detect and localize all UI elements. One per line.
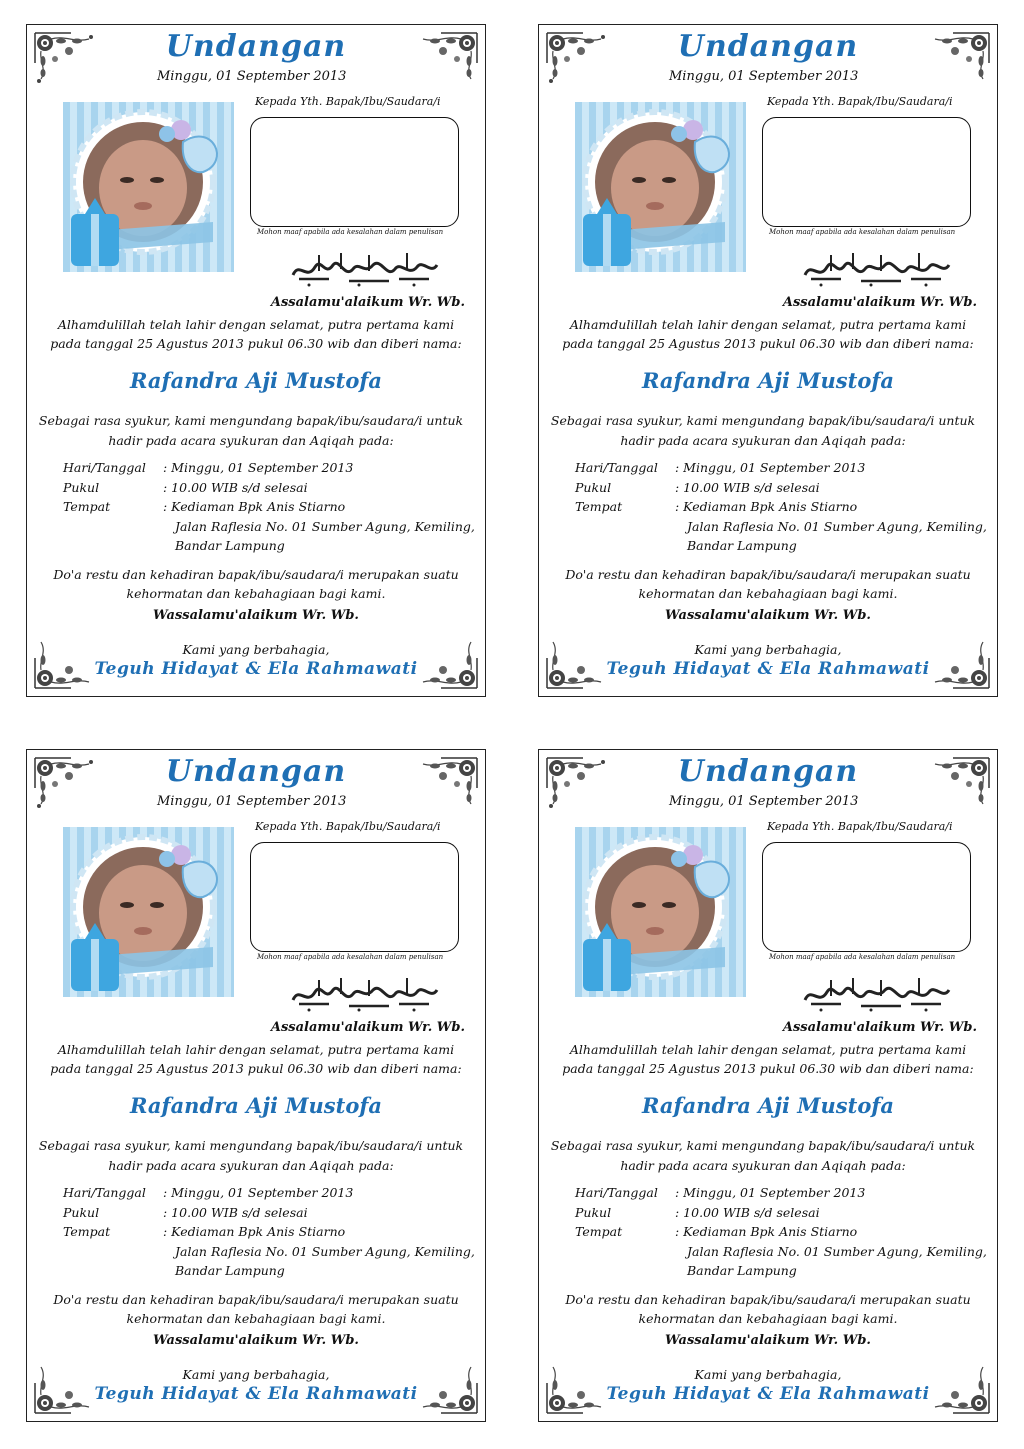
doa-line: kehormatan dan kebahagiaan bagi kami.: [638, 586, 898, 601]
event-date-line: Minggu, 01 September 2013: [669, 794, 859, 809]
recipient-label: Kepada Yth. Bapak/Ibu/Saudara/i: [255, 95, 441, 108]
baby-name: Rafandra Aji Mustofa: [642, 368, 894, 393]
day-label: Hari/Tanggal: [63, 1185, 146, 1200]
doa-line: kehormatan dan kebahagiaan bagi kami.: [126, 1311, 386, 1326]
time-value: : 10.00 WIB s/d selesai: [163, 1204, 308, 1220]
intro-line: pada tanggal 25 Agustus 2013 pukul 06.30 wib dan diberi nama:: [562, 336, 974, 351]
intro-line: Alhamdulillah telah lahir dengan selamat, putra pertama kami: [57, 1042, 455, 1057]
day-label: Hari/Tanggal: [575, 460, 658, 475]
day-label: Hari/Tanggal: [63, 460, 146, 475]
greeting-closing: Wassalamu'alaikum Wr. Wb.: [153, 1333, 359, 1348]
apology-note: Mohon maaf apabila ada kesalahan dalam penulisan: [769, 953, 956, 961]
doa-line: kehormatan dan kebahagiaan bagi kami.: [126, 586, 386, 601]
doa-line: kehormatan dan kebahagiaan bagi kami.: [638, 1311, 898, 1326]
place-label: Tempat: [575, 499, 623, 514]
event-details: [63, 458, 475, 556]
greeting-opening: Assalamu'alaikum Wr. Wb.: [782, 1020, 977, 1035]
regards-line: Kami yang berbahagia,: [694, 1367, 842, 1382]
recipient-name-box[interactable]: [250, 117, 459, 227]
invite-line: hadir pada acara syukuran dan Aqiqah pada:: [620, 433, 906, 448]
recipient-label: Kepada Yth. Bapak/Ibu/Saudara/i: [767, 95, 953, 108]
event-date-line: Minggu, 01 September 2013: [157, 69, 347, 84]
time-label: Pukul: [63, 1204, 100, 1220]
address-line: Bandar Lampung: [175, 1263, 285, 1278]
place-label: Tempat: [63, 1224, 111, 1239]
basmalah-calligraphy-icon: [289, 251, 441, 287]
invitation-title: Undangan: [165, 754, 347, 789]
intro-line: Alhamdulillah telah lahir dengan selamat, putra pertama kami: [569, 1042, 967, 1057]
place-label: Tempat: [575, 1224, 623, 1239]
regards-line: Kami yang berbahagia,: [182, 1367, 330, 1382]
place-value: : Kediaman Bpk Anis Stiarno: [675, 1224, 858, 1239]
greeting-opening: Assalamu'alaikum Wr. Wb.: [270, 1020, 465, 1035]
invitation-text: [543, 411, 983, 451]
time-value: : 10.00 WIB s/d selesai: [675, 1204, 820, 1220]
event-details: [575, 458, 987, 556]
invite-line: Sebagai rasa syukur, kami mengundang bapak/ibu/saudara/i untuk: [550, 413, 976, 428]
regards-line: Kami yang berbahagia,: [694, 642, 842, 657]
doa-line: Do'a restu dan kehadiran bapak/ibu/saudara/i merupakan suatu: [53, 1292, 459, 1307]
invitation-card: [538, 24, 998, 697]
prayer-request: [47, 1290, 465, 1328]
invitation-text: [543, 1136, 983, 1176]
basmalah-calligraphy-icon: [801, 251, 953, 287]
address-line: Jalan Raflesia No. 01 Sumber Agung, Kemiling,: [175, 518, 475, 534]
place-value: : Kediaman Bpk Anis Stiarno: [675, 499, 858, 514]
intro-line: pada tanggal 25 Agustus 2013 pukul 06.30 wib dan diberi nama:: [50, 336, 462, 351]
day-value: : Minggu, 01 September 2013: [163, 460, 354, 475]
parents-names: Teguh Hidayat & Ela Rahmawati: [606, 1384, 930, 1404]
basmalah-calligraphy-icon: [289, 976, 441, 1012]
event-date-line: Minggu, 01 September 2013: [157, 794, 347, 809]
prayer-request: [559, 565, 977, 603]
doa-line: Do'a restu dan kehadiran bapak/ibu/saudara/i merupakan suatu: [565, 567, 971, 582]
prayer-request: [47, 565, 465, 603]
address-line: Jalan Raflesia No. 01 Sumber Agung, Kemiling,: [175, 1243, 475, 1259]
time-value: : 10.00 WIB s/d selesai: [163, 479, 308, 495]
apology-note: Mohon maaf apabila ada kesalahan dalam penulisan: [257, 228, 444, 236]
intro-line: pada tanggal 25 Agustus 2013 pukul 06.30 wib dan diberi nama:: [50, 1061, 462, 1076]
baby-photo: [575, 102, 746, 272]
invite-line: hadir pada acara syukuran dan Aqiqah pada:: [620, 1158, 906, 1173]
doa-line: Do'a restu dan kehadiran bapak/ibu/saudara/i merupakan suatu: [565, 1292, 971, 1307]
regards-line: Kami yang berbahagia,: [182, 642, 330, 657]
greeting-opening: Assalamu'alaikum Wr. Wb.: [782, 295, 977, 310]
invitation-card: [26, 24, 486, 697]
greeting-closing: Wassalamu'alaikum Wr. Wb.: [665, 1333, 871, 1348]
baby-name: Rafandra Aji Mustofa: [130, 368, 382, 393]
recipient-name-box[interactable]: [762, 842, 971, 952]
birth-announcement: [37, 315, 475, 353]
parents-names: Teguh Hidayat & Ela Rahmawati: [94, 659, 418, 679]
birth-announcement: [549, 1040, 987, 1078]
place-label: Tempat: [63, 499, 111, 514]
day-value: : Minggu, 01 September 2013: [163, 1185, 354, 1200]
birth-announcement: [37, 1040, 475, 1078]
parents-names: Teguh Hidayat & Ela Rahmawati: [606, 659, 930, 679]
address-line: Bandar Lampung: [175, 538, 285, 553]
time-value: : 10.00 WIB s/d selesai: [675, 479, 820, 495]
apology-note: Mohon maaf apabila ada kesalahan dalam penulisan: [769, 228, 956, 236]
recipient-name-box[interactable]: [762, 117, 971, 227]
time-label: Pukul: [575, 1204, 612, 1220]
event-details: [575, 1183, 987, 1281]
place-value: : Kediaman Bpk Anis Stiarno: [163, 1224, 346, 1239]
day-value: : Minggu, 01 September 2013: [675, 1185, 866, 1200]
invite-line: hadir pada acara syukuran dan Aqiqah pada:: [108, 433, 394, 448]
invitation-title: Undangan: [677, 29, 859, 64]
invite-line: hadir pada acara syukuran dan Aqiqah pada:: [108, 1158, 394, 1173]
baby-photo: [63, 102, 234, 272]
invitation-text: [31, 411, 471, 451]
greeting-opening: Assalamu'alaikum Wr. Wb.: [270, 295, 465, 310]
place-value: : Kediaman Bpk Anis Stiarno: [163, 499, 346, 514]
baby-name: Rafandra Aji Mustofa: [642, 1093, 894, 1118]
greeting-closing: Wassalamu'alaikum Wr. Wb.: [665, 608, 871, 623]
address-line: Bandar Lampung: [687, 1263, 797, 1278]
intro-line: pada tanggal 25 Agustus 2013 pukul 06.30 wib dan diberi nama:: [562, 1061, 974, 1076]
recipient-label: Kepada Yth. Bapak/Ibu/Saudara/i: [255, 820, 441, 833]
birth-announcement: [549, 315, 987, 353]
invitation-text: [31, 1136, 471, 1176]
recipient-name-box[interactable]: [250, 842, 459, 952]
basmalah-calligraphy-icon: [801, 976, 953, 1012]
doa-line: Do'a restu dan kehadiran bapak/ibu/saudara/i merupakan suatu: [53, 567, 459, 582]
recipient-label: Kepada Yth. Bapak/Ibu/Saudara/i: [767, 820, 953, 833]
address-line: Jalan Raflesia No. 01 Sumber Agung, Kemiling,: [687, 518, 987, 534]
baby-name: Rafandra Aji Mustofa: [130, 1093, 382, 1118]
time-label: Pukul: [575, 479, 612, 495]
event-details: [63, 1183, 475, 1281]
event-date-line: Minggu, 01 September 2013: [669, 69, 859, 84]
invitation-card: [26, 749, 486, 1422]
invitation-title: Undangan: [165, 29, 347, 64]
baby-photo: [63, 827, 234, 997]
address-line: Bandar Lampung: [687, 538, 797, 553]
invite-line: Sebagai rasa syukur, kami mengundang bapak/ibu/saudara/i untuk: [38, 1138, 464, 1153]
time-label: Pukul: [63, 479, 100, 495]
day-value: : Minggu, 01 September 2013: [675, 460, 866, 475]
apology-note: Mohon maaf apabila ada kesalahan dalam penulisan: [257, 953, 444, 961]
intro-line: Alhamdulillah telah lahir dengan selamat, putra pertama kami: [569, 317, 967, 332]
parents-names: Teguh Hidayat & Ela Rahmawati: [94, 1384, 418, 1404]
prayer-request: [559, 1290, 977, 1328]
invite-line: Sebagai rasa syukur, kami mengundang bapak/ibu/saudara/i untuk: [550, 1138, 976, 1153]
intro-line: Alhamdulillah telah lahir dengan selamat, putra pertama kami: [57, 317, 455, 332]
address-line: Jalan Raflesia No. 01 Sumber Agung, Kemiling,: [687, 1243, 987, 1259]
invitation-card: [538, 749, 998, 1422]
day-label: Hari/Tanggal: [575, 1185, 658, 1200]
greeting-closing: Wassalamu'alaikum Wr. Wb.: [153, 608, 359, 623]
baby-photo: [575, 827, 746, 997]
invitation-title: Undangan: [677, 754, 859, 789]
invite-line: Sebagai rasa syukur, kami mengundang bapak/ibu/saudara/i untuk: [38, 413, 464, 428]
